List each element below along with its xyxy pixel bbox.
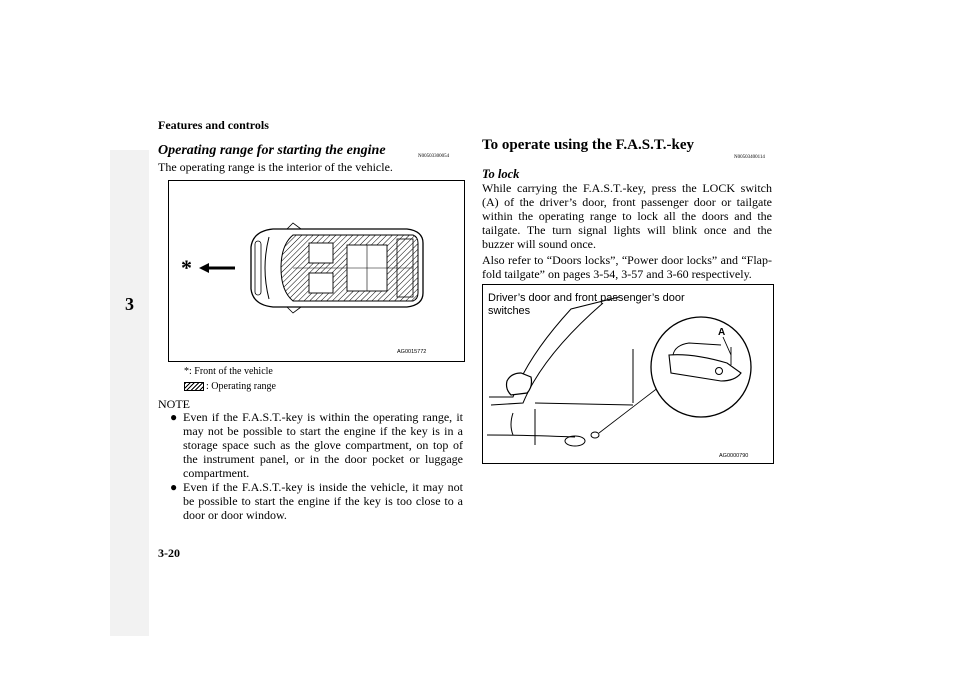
section-title-operating-range: Operating range for starting the engine	[158, 143, 386, 158]
bullet-dot-icon: ●	[170, 410, 178, 424]
section-title-fast-key: To operate using the F.A.S.T.-key	[482, 137, 694, 153]
note-label: NOTE	[158, 397, 190, 411]
front-arrow-head-icon	[199, 263, 209, 273]
legend-operating-range-label: : Operating range	[206, 381, 276, 392]
page-number: 3-20	[158, 546, 180, 560]
legend-operating-range	[184, 381, 276, 392]
lock-instructions: While carrying the F.A.S.T.-key, press the LOCK switch (A) of the driver’s door, front passenger door or tailgate within the operating range to lock all the doors and the tailgate. The turn signal lights will blink once and the buzzer will sound once.	[482, 181, 772, 251]
cross-reference: Also refer to “Doors locks”, “Power door locks” and “Flap-fold tailgate” on pages 3-54, 3-57 and 3-60 respectively.	[482, 253, 772, 281]
bullet-dot-icon: ●	[170, 480, 178, 494]
switch-label-a: A	[718, 327, 726, 338]
note-bullet-item	[158, 480, 463, 522]
chapter-number: 3	[125, 294, 134, 314]
chapter-tab	[110, 150, 149, 636]
note-bullet-item	[158, 410, 463, 480]
front-marker: *	[181, 255, 192, 280]
car-outline	[251, 223, 423, 313]
hatch-swatch-icon	[184, 382, 204, 391]
door-handle	[565, 432, 599, 446]
note-bullet-list	[158, 410, 463, 522]
door-outline	[487, 297, 633, 445]
operating-range-figure	[168, 180, 465, 362]
side-mirror	[507, 373, 532, 395]
intro-text: The operating range is the interior of the vehicle.	[158, 160, 393, 174]
subsection-title-to-lock: To lock	[482, 167, 520, 181]
lock-switch-icon	[716, 368, 723, 375]
legend-front-of-vehicle: *: Front of the vehicle	[184, 366, 273, 377]
section-code: N00503400114	[734, 155, 765, 160]
figure-caption: Driver’s door and front passenger’s door switches	[488, 292, 685, 317]
callout-line	[599, 387, 659, 433]
figure-id-left: AG0015772	[397, 349, 427, 355]
magnified-handle-callout	[651, 317, 751, 417]
running-header: Features and controls	[158, 118, 269, 132]
section-code: N00503300054	[418, 154, 450, 159]
note-bullet-text: Even if the F.A.S.T.-key is inside the vehicle, it may not be possible to start the engine if the key is too close to a door or door window.	[183, 480, 463, 522]
note-bullet-text: Even if the F.A.S.T.-key is within the operating range, it may not be possible to start the engine if the key is in a storage space such as the glove compartment, on top of the instrument panel, or in the door pocket or luggage compartment.	[183, 410, 463, 480]
figure-id-right: AG0000790	[719, 453, 749, 459]
car-top-view-illustration	[169, 181, 464, 361]
